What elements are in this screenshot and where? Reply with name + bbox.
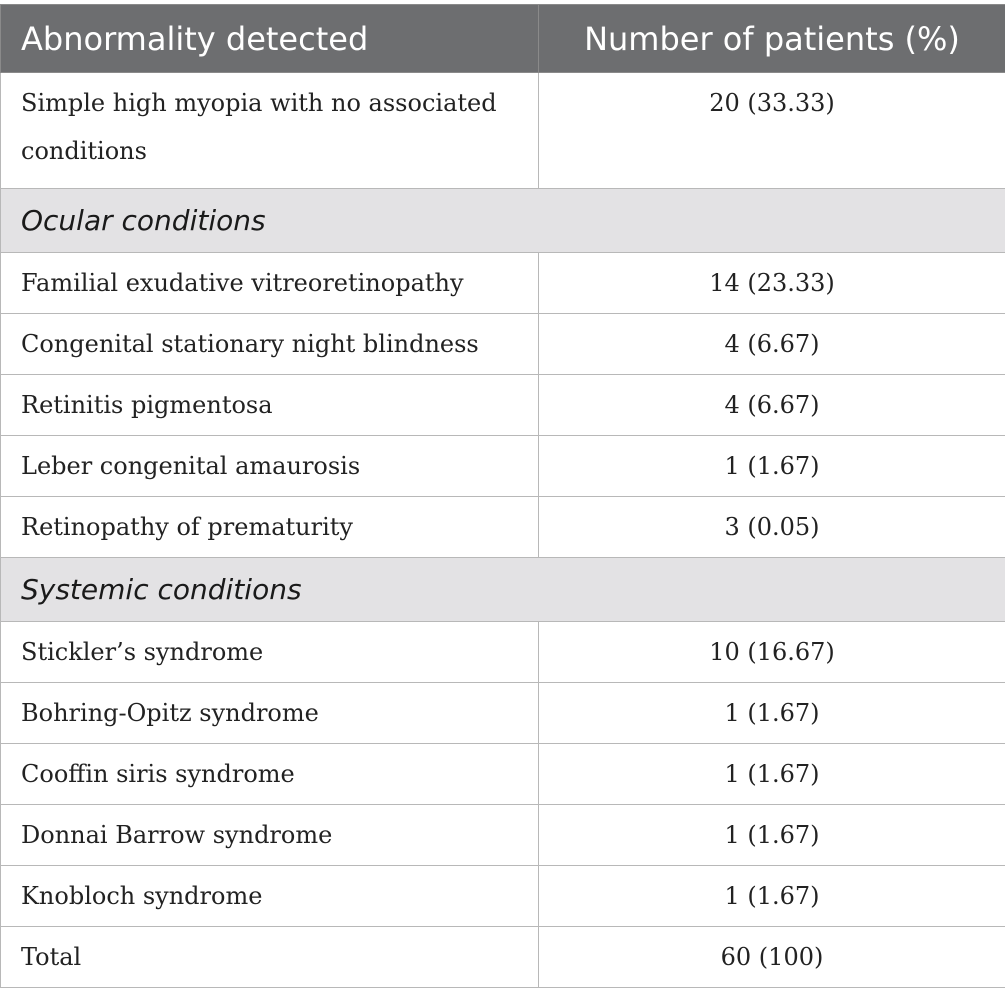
row-value: 1 (1.67) [539,805,1005,866]
section-row-systemic [1,558,1005,622]
total-row [1,927,1005,988]
row-value: 1 (1.67) [539,436,1005,497]
row-label: Donnai Barrow syndrome [1,805,539,866]
row-label: Simple high myopia with no associated conditions [1,73,539,189]
row-value: 4 (6.67) [539,314,1005,375]
row-label: Congenital stationary night blindness [1,314,539,375]
table-row [1,805,1005,866]
table-row [1,866,1005,927]
abnormality-table [0,4,1005,988]
table-row [1,622,1005,683]
header-abnormality: Abnormality detected [1,5,539,73]
row-label: Familial exudative vitreoretinopathy [1,253,539,314]
row-value: 1 (1.67) [539,683,1005,744]
header-row [1,5,1005,73]
table-row [1,314,1005,375]
row-value: 20 (33.33) [539,73,1005,189]
total-value: 60 (100) [539,927,1005,988]
row-value: 3 (0.05) [539,497,1005,558]
row-value: 1 (1.67) [539,744,1005,805]
row-value: 1 (1.67) [539,866,1005,927]
row-value: 4 (6.67) [539,375,1005,436]
row-label: Stickler’s syndrome [1,622,539,683]
table-row [1,436,1005,497]
table-row [1,744,1005,805]
section-row-ocular [1,189,1005,253]
row-label: Retinitis pigmentosa [1,375,539,436]
row-label: Knobloch syndrome [1,866,539,927]
table-row [1,73,1005,189]
row-label: Retinopathy of prematurity [1,497,539,558]
table-row [1,497,1005,558]
table-row [1,253,1005,314]
table-row [1,375,1005,436]
row-label: Bohring-Opitz syndrome [1,683,539,744]
row-label: Leber congenital amaurosis [1,436,539,497]
section-title: Ocular conditions [1,189,1005,253]
row-label: Cooffin siris syndrome [1,744,539,805]
row-value: 10 (16.67) [539,622,1005,683]
table-row [1,683,1005,744]
header-patients: Number of patients (%) [539,5,1005,73]
row-value: 14 (23.33) [539,253,1005,314]
section-title: Systemic conditions [1,558,1005,622]
total-label: Total [1,927,539,988]
